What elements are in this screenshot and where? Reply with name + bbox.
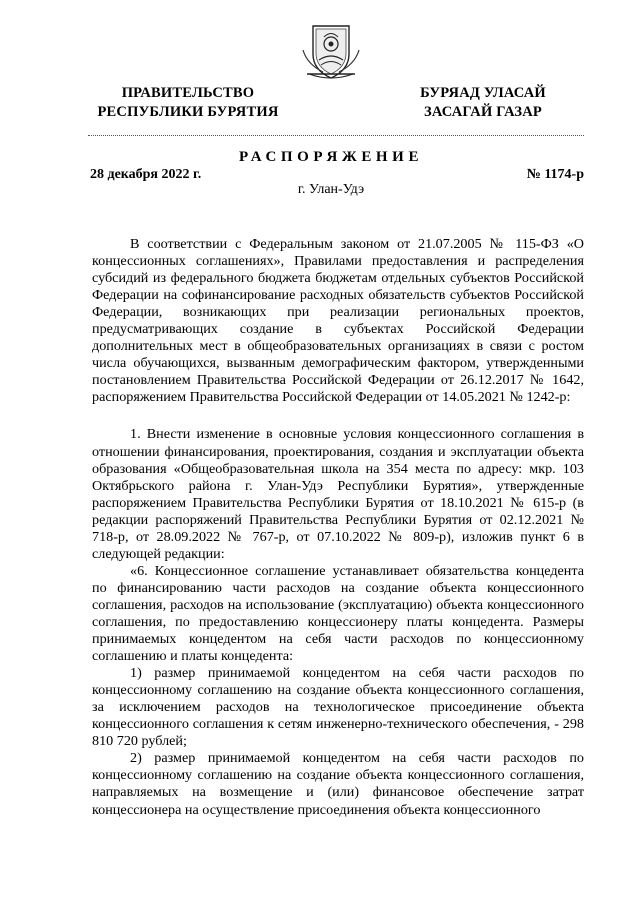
- header-right-line2: ЗАСАГАЙ ГАЗАР: [424, 104, 542, 120]
- header-right-line1: БУРЯАД УЛАСАЙ: [420, 85, 546, 101]
- header-divider: [88, 135, 584, 136]
- subclause-2-paragraph: 2) размер принимаемой концедентом на себя части расходов по концессионному соглашению на создание объекта концессионного соглашения, направляемых на возмещение и (или) финансовое обеспечение затрат концессионера на осуществление присоединения объекта концессионного: [92, 750, 584, 818]
- document-number: № 1174-р: [526, 167, 584, 182]
- clause-6-paragraph: «6. Концессионное соглашение устанавливает обязательства концедента по финансированию части расходов на создание объекта концессионного соглашения, расходов на использование (эксплуатацию) объекта концессионного соглашения, по предоставлению концессионеру платы концедента. Размеры принимаемых концедентом на себя части расходов по концессионному соглашению и платы концедента:: [92, 562, 584, 665]
- preamble-paragraph: В соответствии с Федеральным законом от 21.07.2005 № 115-ФЗ «О концессионных соглашениях», Правилами предоставления и распределения субсидий из федерального бюджета бюджетам отдельных субъектов Российской Федерации на софинансирование расходных обязательств субъектов Российской Федерации, возникающих при реализации региональных проектов, предусматривающих создание в субъектах Российской Федерации дополнительных мест в общеобразовательных организациях в связи с ростом числа обучающихся, вызванным демографическим фактором, утвержденными постановлением Правительства Российской Федерации от 26.12.2017 № 1642, распоряжением Правительства Российской Федерации от 14.05.2021 № 1242-р:: [92, 236, 584, 406]
- header-left-line2: РЕСПУБЛИКИ БУРЯТИЯ: [97, 104, 279, 120]
- subclause-1-paragraph: 1) размер принимаемой концедентом на себя части расходов по концессионному соглашению на создание объекта концессионного соглашения, за исключением расходов на технологическое присоединение объекта концессионного соглашения к сетям инженерно-технического обеспечения, - 298 810 720 рублей;: [92, 665, 584, 750]
- government-name-buryat: [402, 84, 564, 122]
- clause-1-paragraph: 1. Внести изменение в основные условия концессионного соглашения в отношении финансирования, проектирования, создания и эксплуатации объекта образования «Общеобразовательная школа на 354 места по адресу: мкр. 103 Октябрьского района г. Улан-Удэ Республики Бурятия», утвержденные распоряжением Правительства Республики Бурятия от 18.10.2021 № 615-р (в редакции распоряжений Правительства Республики Бурятия от 02.12.2021 № 718-р, от 28.09.2022 № 767-р, от 07.10.2022 № 809-р), изложив пункт 6 в следующей редакции:: [92, 426, 584, 562]
- document-date: 28 декабря 2022 г.: [90, 167, 202, 182]
- document-body: [92, 236, 584, 819]
- coat-of-arms-icon: [301, 20, 361, 82]
- document-title: РАСПОРЯЖЕНИЕ: [238, 149, 424, 165]
- header-left-line1: ПРАВИТЕЛЬСТВО: [121, 85, 255, 101]
- document-city: г. Улан-Удэ: [297, 182, 365, 197]
- government-name-russian: [88, 84, 288, 122]
